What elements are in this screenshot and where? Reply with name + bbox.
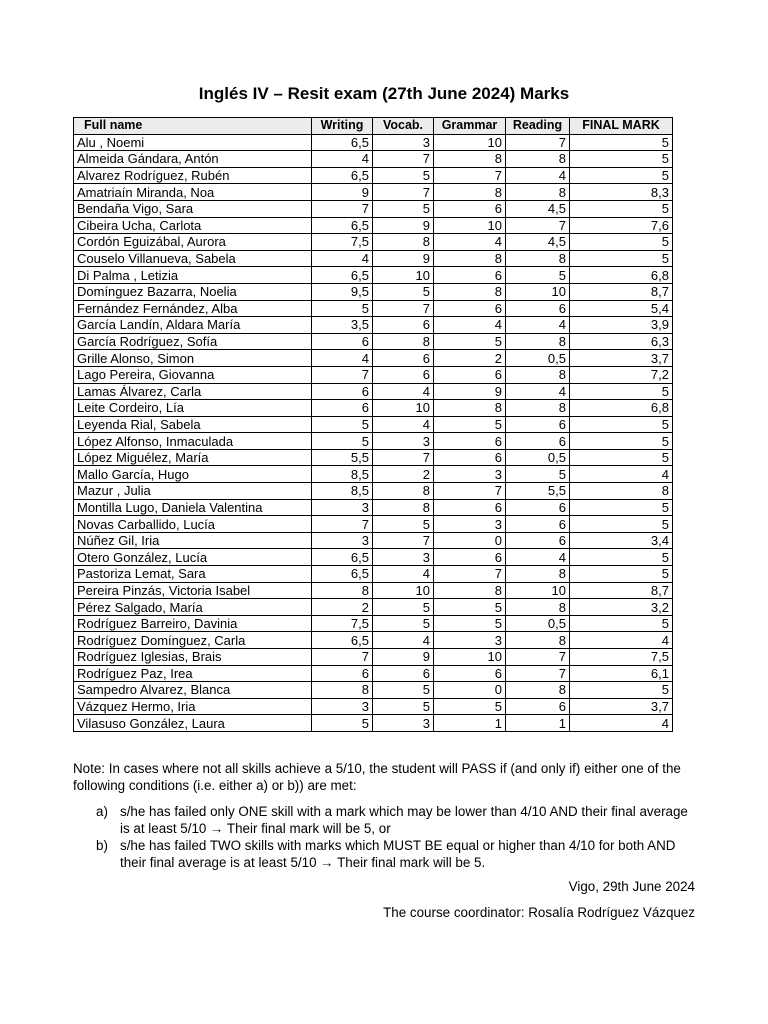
table-row: [74, 532, 673, 549]
table-row: [74, 599, 673, 616]
mark-cell: 6,1: [570, 665, 673, 682]
mark-cell: 6: [506, 516, 570, 533]
mark-cell: 5: [570, 516, 673, 533]
mark-cell: 6: [312, 400, 373, 417]
table-row: [74, 383, 673, 400]
mark-cell: 5: [434, 333, 506, 350]
mark-cell: 5: [373, 698, 434, 715]
mark-cell: 6,5: [312, 632, 373, 649]
mark-cell: 6: [434, 665, 506, 682]
student-name-cell: Alu , Noemi: [74, 134, 312, 151]
mark-cell: 3: [434, 466, 506, 483]
mark-cell: 10: [434, 134, 506, 151]
table-row: [74, 184, 673, 201]
signature-date: Vigo, 29th June 2024: [568, 879, 695, 894]
mark-cell: 3: [373, 549, 434, 566]
mark-cell: 8: [434, 250, 506, 267]
condition-a-label: a): [96, 804, 108, 819]
mark-cell: 6,8: [570, 267, 673, 284]
mark-cell: 5: [570, 682, 673, 699]
mark-cell: 7: [434, 566, 506, 583]
mark-cell: 8: [373, 499, 434, 516]
student-name-cell: Lamas Álvarez, Carla: [74, 383, 312, 400]
table-body: [74, 134, 673, 731]
mark-cell: 6,5: [312, 267, 373, 284]
mark-cell: 8: [506, 566, 570, 583]
mark-cell: 5: [570, 134, 673, 151]
mark-cell: 5: [570, 449, 673, 466]
mark-cell: 8,5: [312, 466, 373, 483]
mark-cell: 7: [506, 665, 570, 682]
mark-cell: 4: [570, 715, 673, 732]
student-name-cell: Couselo Villanueva, Sabela: [74, 250, 312, 267]
mark-cell: 7: [373, 300, 434, 317]
mark-cell: 6: [373, 317, 434, 334]
student-name-cell: Di Palma , Letizia: [74, 267, 312, 284]
mark-cell: 6,5: [312, 549, 373, 566]
mark-cell: 6: [434, 549, 506, 566]
table-row: [74, 615, 673, 632]
mark-cell: 4: [506, 383, 570, 400]
mark-cell: 3: [373, 715, 434, 732]
mark-cell: 5: [506, 466, 570, 483]
student-name-cell: Vázquez Hermo, Iria: [74, 698, 312, 715]
student-name-cell: López Miguélez, María: [74, 449, 312, 466]
mark-cell: 6,5: [312, 167, 373, 184]
mark-cell: 5: [312, 300, 373, 317]
mark-cell: 2: [312, 599, 373, 616]
mark-cell: 4: [506, 167, 570, 184]
mark-cell: 9: [373, 217, 434, 234]
mark-cell: 8: [506, 250, 570, 267]
mark-cell: 9: [373, 649, 434, 666]
mark-cell: 4: [434, 234, 506, 251]
mark-cell: 6: [506, 300, 570, 317]
mark-cell: 1: [506, 715, 570, 732]
mark-cell: 7,2: [570, 366, 673, 383]
table-row: [74, 682, 673, 699]
table-row: [74, 566, 673, 583]
table-row: [74, 267, 673, 284]
mark-cell: 8,7: [570, 582, 673, 599]
header-final-mark: FINAL MARK: [570, 118, 673, 135]
mark-cell: 5: [570, 200, 673, 217]
header-writing: Writing: [312, 118, 373, 135]
mark-cell: 3,5: [312, 317, 373, 334]
mark-cell: 2: [373, 466, 434, 483]
student-name-cell: Pereira Pinzás, Victoria Isabel: [74, 582, 312, 599]
mark-cell: 6: [434, 267, 506, 284]
mark-cell: 5,4: [570, 300, 673, 317]
student-name-cell: Otero González, Lucía: [74, 549, 312, 566]
mark-cell: 4: [570, 466, 673, 483]
table-row: [74, 433, 673, 450]
mark-cell: 10: [373, 582, 434, 599]
mark-cell: 3,7: [570, 698, 673, 715]
mark-cell: 6: [373, 665, 434, 682]
mark-cell: 7,6: [570, 217, 673, 234]
mark-cell: 4,5: [506, 200, 570, 217]
mark-cell: 4: [570, 632, 673, 649]
student-name-cell: López Alfonso, Inmaculada: [74, 433, 312, 450]
mark-cell: 4,5: [506, 234, 570, 251]
mark-cell: 7: [373, 449, 434, 466]
mark-cell: 8: [506, 184, 570, 201]
mark-cell: 3,9: [570, 317, 673, 334]
header-full-name: Full name: [74, 118, 312, 135]
mark-cell: 8: [312, 682, 373, 699]
table-row: [74, 665, 673, 682]
student-name-cell: Mallo García, Hugo: [74, 466, 312, 483]
mark-cell: 8,3: [570, 184, 673, 201]
mark-cell: 6: [434, 433, 506, 450]
mark-cell: 4: [373, 383, 434, 400]
mark-cell: 6,5: [312, 134, 373, 151]
table-row: [74, 217, 673, 234]
mark-cell: 5,5: [312, 449, 373, 466]
table-row: [74, 582, 673, 599]
table-row: [74, 151, 673, 168]
mark-cell: 3: [434, 516, 506, 533]
mark-cell: 7: [312, 200, 373, 217]
mark-cell: 8: [434, 184, 506, 201]
table-row: [74, 715, 673, 732]
student-name-cell: Rodríguez Domínguez, Carla: [74, 632, 312, 649]
mark-cell: 4: [312, 250, 373, 267]
table-row: [74, 366, 673, 383]
mark-cell: 8: [434, 582, 506, 599]
mark-cell: 4: [434, 317, 506, 334]
mark-cell: 5: [373, 167, 434, 184]
mark-cell: 5: [312, 715, 373, 732]
table-row: [74, 698, 673, 715]
mark-cell: 6: [373, 366, 434, 383]
mark-cell: 5: [570, 151, 673, 168]
table-row: [74, 483, 673, 500]
mark-cell: 5: [570, 615, 673, 632]
mark-cell: 5: [570, 383, 673, 400]
student-name-cell: Rodríguez Iglesias, Brais: [74, 649, 312, 666]
table-row: [74, 649, 673, 666]
table-row: [74, 317, 673, 334]
mark-cell: 7: [434, 483, 506, 500]
table-row: [74, 134, 673, 151]
student-name-cell: Novas Carballido, Lucía: [74, 516, 312, 533]
marks-table: [73, 117, 673, 732]
mark-cell: 3: [312, 532, 373, 549]
mark-cell: 7: [506, 649, 570, 666]
mark-cell: 8,7: [570, 283, 673, 300]
mark-cell: 7,5: [570, 649, 673, 666]
mark-cell: 5: [434, 615, 506, 632]
student-name-cell: Vilasuso González, Laura: [74, 715, 312, 732]
mark-cell: 6: [506, 698, 570, 715]
table-row: [74, 283, 673, 300]
mark-cell: 0: [434, 532, 506, 549]
mark-cell: 6: [312, 383, 373, 400]
mark-cell: 7: [312, 516, 373, 533]
mark-cell: 6: [434, 366, 506, 383]
mark-cell: 9: [434, 383, 506, 400]
mark-cell: 3,2: [570, 599, 673, 616]
mark-cell: 4: [506, 549, 570, 566]
mark-cell: 5: [570, 416, 673, 433]
mark-cell: 5: [570, 566, 673, 583]
table-header-row: [74, 118, 673, 135]
table-row: [74, 250, 673, 267]
student-name-cell: Amatriaín Miranda, Noa: [74, 184, 312, 201]
table-row: [74, 499, 673, 516]
mark-cell: 7,5: [312, 615, 373, 632]
mark-cell: 10: [373, 267, 434, 284]
mark-cell: 8: [373, 483, 434, 500]
mark-cell: 2: [434, 350, 506, 367]
student-name-cell: García Landín, Aldara María: [74, 317, 312, 334]
mark-cell: 9: [373, 250, 434, 267]
table-row: [74, 333, 673, 350]
student-name-cell: Cordón Eguizábal, Aurora: [74, 234, 312, 251]
mark-cell: 5: [570, 234, 673, 251]
mark-cell: 5: [506, 267, 570, 284]
student-name-cell: Domínguez Bazarra, Noelia: [74, 283, 312, 300]
mark-cell: 3: [312, 499, 373, 516]
mark-cell: 5: [373, 682, 434, 699]
table-row: [74, 234, 673, 251]
mark-cell: 3: [373, 134, 434, 151]
mark-cell: 6: [434, 300, 506, 317]
header-reading: Reading: [506, 118, 570, 135]
condition-a-text: s/he has failed only ONE skill with a mark which may be lower than 4/10 AND their final average is at least 5/10 → Their final mark will be 5, or: [120, 804, 688, 836]
table-row: [74, 632, 673, 649]
student-name-cell: Rodríguez Paz, Irea: [74, 665, 312, 682]
mark-cell: 8: [506, 366, 570, 383]
document-title: Inglés IV – Resit exam (27th June 2024) Marks: [198, 84, 570, 103]
mark-cell: 5: [373, 615, 434, 632]
mark-cell: 7: [373, 151, 434, 168]
mark-cell: 8: [506, 151, 570, 168]
mark-cell: 8: [570, 483, 673, 500]
mark-cell: 7: [312, 649, 373, 666]
table-row: [74, 416, 673, 433]
table-row: [74, 400, 673, 417]
student-name-cell: Pastoriza Lemat, Sara: [74, 566, 312, 583]
student-name-cell: Leyenda Rial, Sabela: [74, 416, 312, 433]
student-name-cell: Mazur , Julia: [74, 483, 312, 500]
mark-cell: 10: [434, 217, 506, 234]
mark-cell: 6: [312, 665, 373, 682]
signature-coordinator: The course coordinator: Rosalía Rodríguez Vázquez: [383, 905, 695, 920]
mark-cell: 8: [312, 582, 373, 599]
mark-cell: 8: [434, 151, 506, 168]
student-name-cell: Cibeira Ucha, Carlota: [74, 217, 312, 234]
mark-cell: 5: [373, 599, 434, 616]
mark-cell: 8,5: [312, 483, 373, 500]
student-name-cell: Montilla Lugo, Daniela Valentina: [74, 499, 312, 516]
mark-cell: 6: [312, 333, 373, 350]
mark-cell: 6,5: [312, 217, 373, 234]
mark-cell: 0: [434, 682, 506, 699]
mark-cell: 5,5: [506, 483, 570, 500]
mark-cell: 8: [434, 283, 506, 300]
mark-cell: 6,8: [570, 400, 673, 417]
mark-cell: 5: [373, 516, 434, 533]
mark-cell: 3,4: [570, 532, 673, 549]
student-name-cell: Núñez Gil, Iria: [74, 532, 312, 549]
student-name-cell: Pérez Salgado, María: [74, 599, 312, 616]
mark-cell: 5: [570, 549, 673, 566]
condition-a: [96, 803, 695, 837]
mark-cell: 10: [434, 649, 506, 666]
mark-cell: 0,5: [506, 350, 570, 367]
mark-cell: 7,5: [312, 234, 373, 251]
mark-cell: 4: [506, 317, 570, 334]
mark-cell: 6: [434, 499, 506, 516]
mark-cell: 8: [506, 632, 570, 649]
mark-cell: 5: [312, 416, 373, 433]
student-name-cell: Alvarez Rodríguez, Rubén: [74, 167, 312, 184]
mark-cell: 5: [570, 433, 673, 450]
mark-cell: 6: [506, 433, 570, 450]
table-row: [74, 516, 673, 533]
mark-cell: 6: [506, 416, 570, 433]
mark-cell: 4: [373, 566, 434, 583]
student-name-cell: García Rodríguez, Sofía: [74, 333, 312, 350]
mark-cell: 0,5: [506, 449, 570, 466]
mark-cell: 6: [506, 499, 570, 516]
mark-cell: 7: [312, 366, 373, 383]
mark-cell: 5: [434, 599, 506, 616]
mark-cell: 9,5: [312, 283, 373, 300]
mark-cell: 1: [434, 715, 506, 732]
mark-cell: 5: [373, 200, 434, 217]
table-row: [74, 449, 673, 466]
mark-cell: 5: [570, 499, 673, 516]
table-row: [74, 167, 673, 184]
mark-cell: 6: [373, 350, 434, 367]
note-intro: Note: In cases where not all skills achieve a 5/10, the student will PASS if (and only if) either one of the following conditions (i.e. either a) or b)) are met:: [73, 761, 681, 793]
mark-cell: 4: [312, 350, 373, 367]
table-row: [74, 549, 673, 566]
mark-cell: 5: [434, 698, 506, 715]
table-row: [74, 300, 673, 317]
student-name-cell: Fernández Fernández, Alba: [74, 300, 312, 317]
mark-cell: 8: [373, 333, 434, 350]
mark-cell: 6,5: [312, 566, 373, 583]
mark-cell: 10: [506, 283, 570, 300]
mark-cell: 5: [570, 167, 673, 184]
mark-cell: 7: [434, 167, 506, 184]
mark-cell: 5: [312, 433, 373, 450]
mark-cell: 10: [373, 400, 434, 417]
student-name-cell: Grille Alonso, Simon: [74, 350, 312, 367]
mark-cell: 7: [506, 217, 570, 234]
table-row: [74, 350, 673, 367]
mark-cell: 7: [506, 134, 570, 151]
table-row: [74, 200, 673, 217]
mark-cell: 8: [506, 400, 570, 417]
mark-cell: 6: [434, 449, 506, 466]
header-grammar: Grammar: [434, 118, 506, 135]
mark-cell: 10: [506, 582, 570, 599]
mark-cell: 4: [373, 632, 434, 649]
mark-cell: 7: [373, 184, 434, 201]
student-name-cell: Almeida Gándara, Antón: [74, 151, 312, 168]
mark-cell: 5: [434, 416, 506, 433]
mark-cell: 3: [312, 698, 373, 715]
mark-cell: 8: [506, 599, 570, 616]
mark-cell: 5: [570, 250, 673, 267]
condition-b: [96, 837, 695, 871]
mark-cell: 8: [506, 682, 570, 699]
mark-cell: 8: [506, 333, 570, 350]
header-vocab: Vocab.: [373, 118, 434, 135]
student-name-cell: Leite Cordeiro, Lía: [74, 400, 312, 417]
mark-cell: 4: [312, 151, 373, 168]
mark-cell: 9: [312, 184, 373, 201]
mark-cell: 3,7: [570, 350, 673, 367]
condition-b-text: s/he has failed TWO skills with marks which MUST BE equal or higher than 4/10 for both AND their final average is at least 5/10 → Their final mark will be 5.: [120, 838, 676, 870]
condition-b-label: b): [96, 838, 108, 853]
mark-cell: 5: [373, 283, 434, 300]
mark-cell: 3: [434, 632, 506, 649]
mark-cell: 4: [373, 416, 434, 433]
mark-cell: 6: [506, 532, 570, 549]
mark-cell: 8: [373, 234, 434, 251]
mark-cell: 7: [373, 532, 434, 549]
student-name-cell: Rodríguez Barreiro, Davinia: [74, 615, 312, 632]
mark-cell: 8: [434, 400, 506, 417]
student-name-cell: Sampedro Alvarez, Blanca: [74, 682, 312, 699]
mark-cell: 6: [434, 200, 506, 217]
mark-cell: 0,5: [506, 615, 570, 632]
student-name-cell: Lago Pereira, Giovanna: [74, 366, 312, 383]
mark-cell: 6,3: [570, 333, 673, 350]
student-name-cell: Bendaña Vigo, Sara: [74, 200, 312, 217]
table-row: [74, 466, 673, 483]
mark-cell: 3: [373, 433, 434, 450]
